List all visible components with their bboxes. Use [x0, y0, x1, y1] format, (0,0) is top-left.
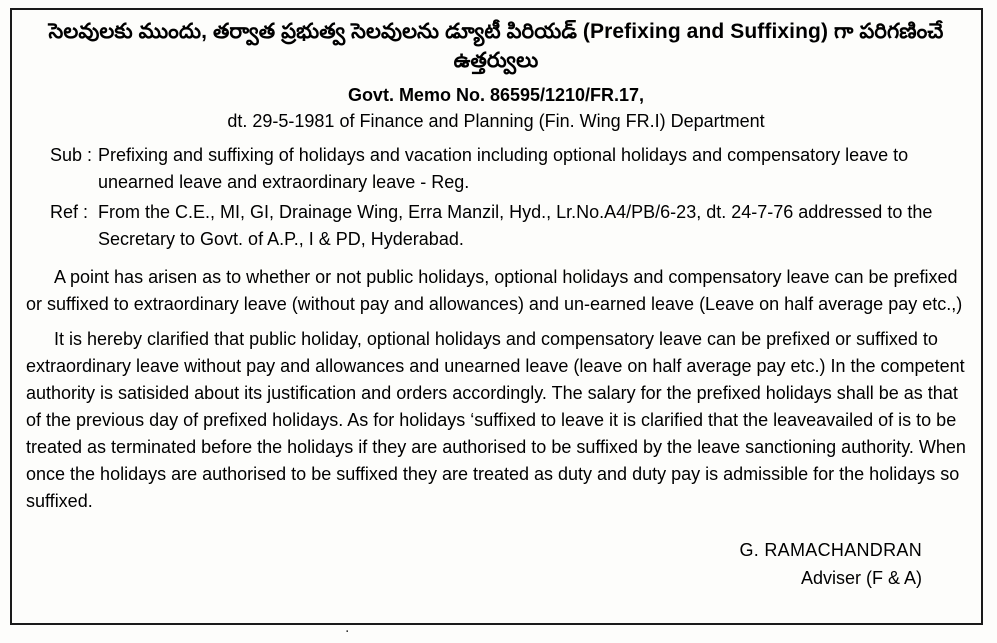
signatory-designation: Adviser (F & A) — [800, 567, 922, 588]
subject-row — [26, 142, 966, 197]
memo-date-department: dt. 29-5-1981 of Finance and Planning (Fin. Wing FR.I) Department — [227, 111, 765, 132]
subject-text: Prefixing and suffixing of holidays and vacation including optional holidays and compensatory leave to unearned leave and extraordinary leave - Reg. — [98, 145, 909, 193]
reference-row — [26, 199, 966, 254]
page-title: సెలవులకు ముందు, తర్వాత ప్రభుత్వ సెలవులను డ్యూటీ పిరియడ్ (Prefixing and Suffixing) గా పరిగణించే ఉత్తర్వులు — [48, 20, 944, 72]
footer-mark: . — [345, 619, 350, 636]
subject-label: Sub : — [50, 145, 93, 166]
reference-label: Ref : — [50, 201, 89, 222]
signatory-name: G. RAMACHANDRAN — [739, 539, 922, 560]
body-paragraph-1: A point has arisen as to whether or not public holidays, optional holidays and compensatory leave can be prefixed or suffixed to extraordinary leave (without pay and allowances) and un-earned leave (Leave on half average pay etc.,) — [26, 266, 963, 314]
document-content — [26, 18, 966, 592]
signature-block — [26, 537, 966, 592]
memo-number: Govt. Memo No. 86595/1210/FR.17, — [347, 84, 645, 105]
reference-text: From the C.E., MI, GI, Drainage Wing, Erra Manzil, Hyd., Lr.No.A4/PB/6-23, dt. 24-7-76 addressed to the Secretary to Govt. of A.P., I & PD, Hyderabad. — [98, 201, 933, 250]
body-paragraph-2: It is hereby clarified that public holiday, optional holidays and compensatory leave can be prefixed or suffixed to extraordinary leave without pay and allowances and unearned leave (leave on half average pay etc.) In the competent authority is satisided about its justification and orders accordingly. The salary for the prefixed holidays shall be as that of the previous day of prefixed holidays. As for holidays ‘suffixed to leave it is clarified that the leaveavailed of is to be treated as terminated before the holidays if they are authorised to be suffixed by the leave sanctioning authority. When once the holidays are authorised to be suffixed they are treated as duty and duty pay is admissible for the holidays so suffixed. — [26, 328, 966, 511]
